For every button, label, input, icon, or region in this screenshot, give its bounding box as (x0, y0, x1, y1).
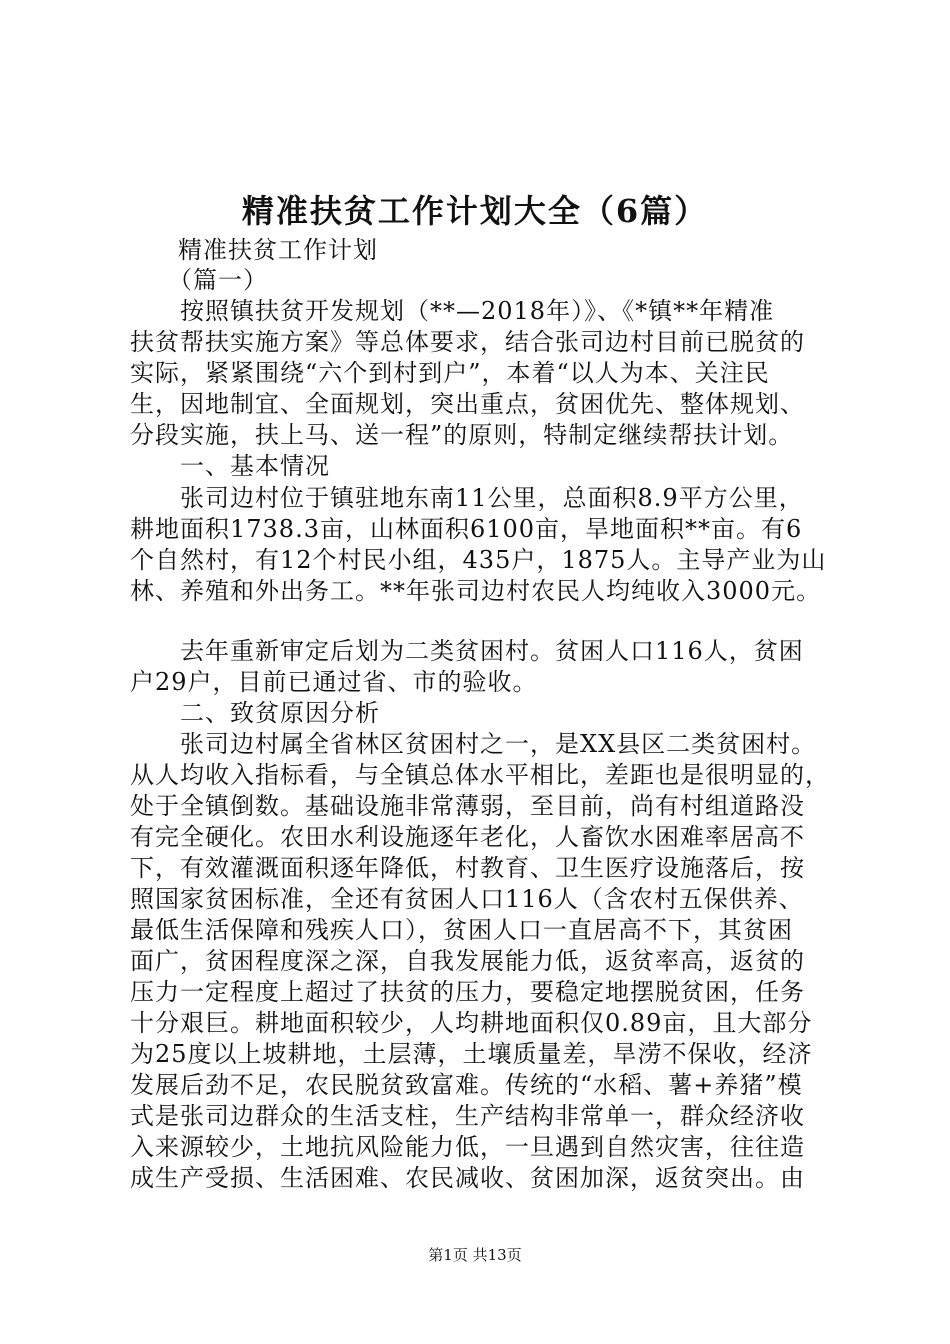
text-line: 按照镇扶贫开发规划（**—2018年）》、《*镇**年精准 (180, 297, 775, 325)
text-line: 式是张司边群众的生活支柱，生产结构非常单一，群众经济收 (130, 1102, 805, 1130)
text-line: 成生产受损、生活困难、农民减收、贫困加深，返贫突出。由 (130, 1164, 805, 1192)
text-line: 实际，紧紧围绕“六个到村到户”，本着“以人为本、关注民 (130, 359, 770, 387)
text-line: 去年重新审定后划为二类贫困村。贫困人口116人，贫困 (180, 637, 804, 665)
text-line: 分段实施，扶上马、送一程”的原则，特制定继续帮扶计划。 (130, 421, 794, 449)
document-title: 精准扶贫工作计划大全（6篇） (241, 192, 709, 230)
section-subtitle: 精准扶贫工作计划 (178, 236, 378, 264)
text-line: 从人均收入指标看，与全镇总体水平相比，差距也是很明显的， (130, 761, 830, 789)
text-line: 发展后劲不足，农民脱贫致富难。传统的“水稻、薯+养猪”模 (130, 1071, 803, 1099)
text-line: 张司边村位于镇驻地东南11公里，总面积8.9平方公里， (180, 484, 804, 512)
text-line: 生，因地制宜、全面规划，突出重点，贫困优先、整体规划、 (130, 390, 805, 418)
section-heading: 二、致贫原因分析 (180, 699, 380, 727)
text-line: 扶贫帮扶实施方案》等总体要求，结合张司边村目前已脱贫的 (130, 328, 805, 356)
text-line: 耕地面积1738.3亩，山林面积6100亩，旱地面积**亩。有6 (130, 515, 803, 543)
text-line: 有完全硬化。农田水利设施逐年老化，人畜饮水困难率居高不 (130, 823, 805, 851)
page-footer: 第1页 共13页 (428, 1246, 522, 1264)
text-line: 户29户，目前已通过省、市的验收。 (130, 668, 538, 696)
text-line: 林、养殖和外出务工。**年张司边村农民人均纯收入3000元。 (130, 577, 822, 605)
text-line: 十分艰巨。耕地面积较少，人均耕地面积仅0.89亩，且大部分 (130, 1009, 813, 1037)
text-line: 面广，贫困程度深之深，自我发展能力低，返贫率高，返贫的 (130, 947, 805, 975)
text-line: 最低生活保障和残疾人口），贫困人口一直居高不下，其贫困 (130, 916, 793, 944)
text-line: 下，有效灌溉面积逐年降低，村教育、卫生医疗设施落后，按 (130, 854, 805, 882)
section-heading: 一、基本情况 (180, 452, 330, 480)
text-line: 入来源较少，土地抗风险能力低，一旦遇到自然灾害，往往造 (130, 1133, 805, 1161)
text-line: 压力一定程度上超过了扶贫的压力，要稳定地摆脱贫困，任务 (130, 978, 805, 1006)
text-line: 张司边村属全省林区贫困村之一，是XX县区二类贫困村。 (180, 730, 817, 758)
text-line: 处于全镇倒数。基础设施非常薄弱，至目前，尚有村组道路没 (130, 792, 805, 820)
text-line: 为25度以上坡耕地，土层薄，土壤质量差，旱涝不保收，经济 (130, 1040, 813, 1068)
part-label: （篇一） (168, 266, 268, 294)
text-line: 照国家贫困标准，全还有贫困人口116人（含农村五保供养、 (130, 885, 804, 913)
text-line: 个自然村，有12个村民小组，435户，1875人。主导产业为山 (130, 546, 827, 574)
